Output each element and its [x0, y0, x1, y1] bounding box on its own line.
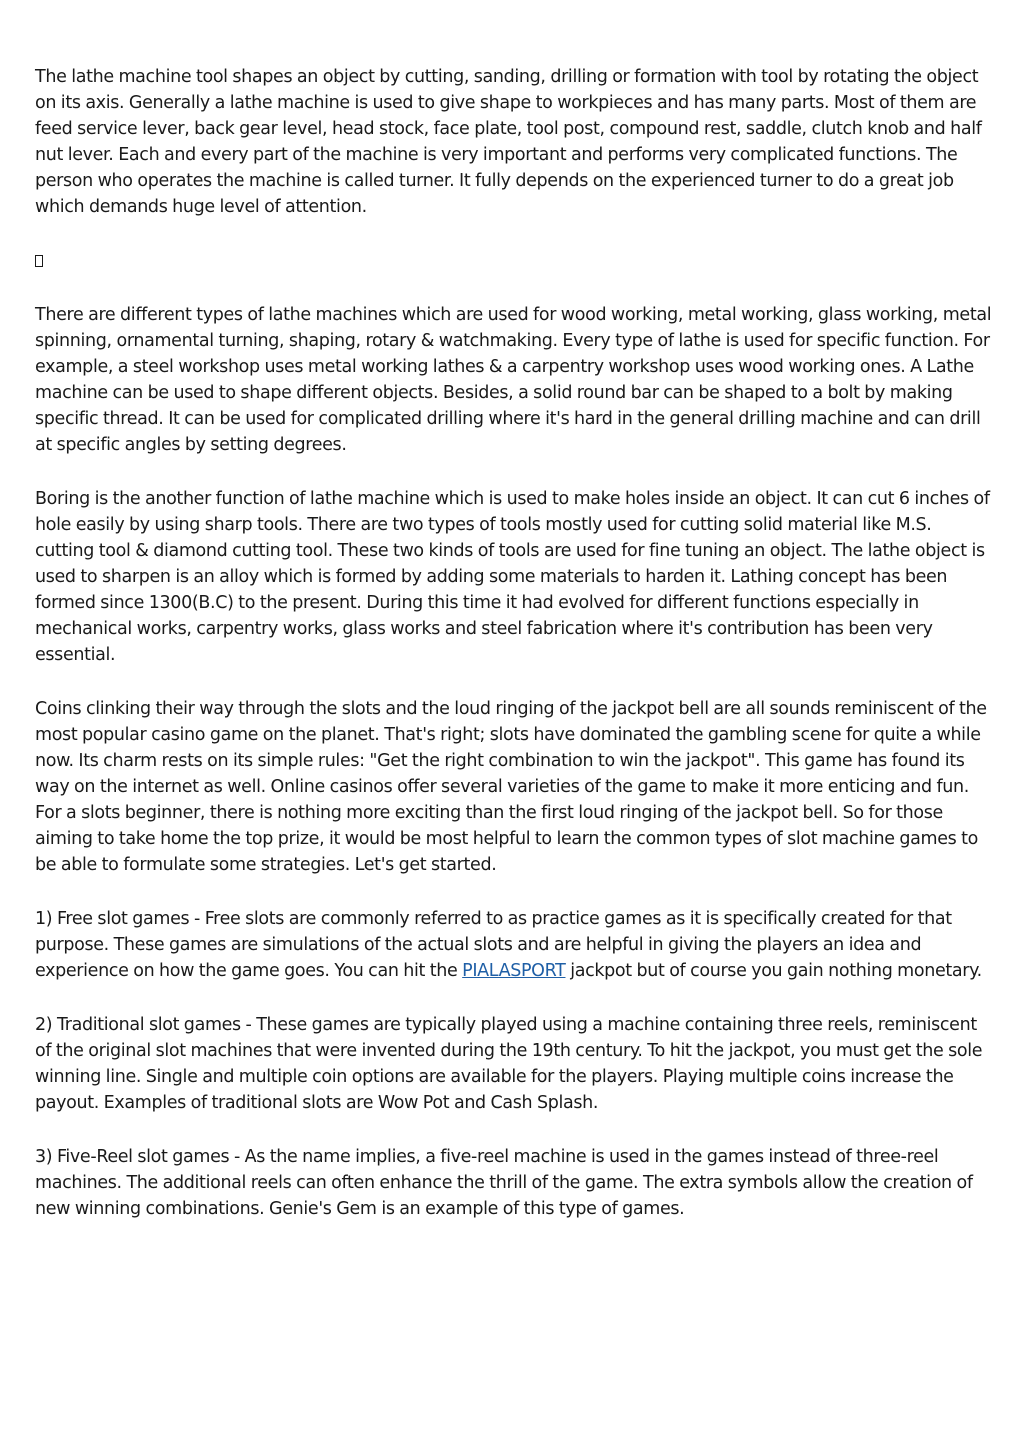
- document-body: [35, 64, 995, 1250]
- paragraph-lathe-intro: The lathe machine tool shapes an object by cutting, sanding, drilling or formation with tool by rotating the object on its axis. Generally a lathe machine is used to give shape to workpieces and has many parts. Most of them are feed service lever, back gear level, head stock, face plate, tool post, compound rest, saddle, clutch knob and half nut lever. Each and every part of the machine is very important and performs very complicated functions. The person who operates the machine is called turner. It fully depends on the experienced turner to do a great job which demands huge level of attention.: [35, 67, 982, 217]
- free-slots-text-after: jackpot but of course you gain nothing monetary.: [565, 961, 982, 981]
- free-slots-text-before: 1) Free slot games - Free slots are commonly referred to as practice games as it is specifically created for that purpose. These games are simulations of the actual slots and are helpful in giving the players an idea and experience on how the game goes. You can hit the: [35, 909, 952, 981]
- paragraph-free-slots: [35, 906, 995, 984]
- paragraph-five-reel-slots: 3) Five-Reel slot games - As the name implies, a five-reel machine is used in the games instead of three-reel machines. The additional reels can often enhance the thrill of the game. The extra symbols allow the creation of new winning combinations. Genie's Gem is an example of this type of games.: [35, 1147, 973, 1219]
- pialasport-link[interactable]: PIALASPORT: [462, 961, 566, 981]
- paragraph-traditional-slots: 2) Traditional slot games - These games are typically played using a machine containing three reels, reminiscent of the original slot machines that were invented during the 19th century. To hit the jackpot, you must get the sole winning line. Single and multiple coin options are available for the players. Playing multiple coins increase the payout. Examples of traditional slots are Wow Pot and Cash Splash.: [35, 1015, 983, 1113]
- missing-glyph-icon: [35, 248, 995, 274]
- paragraph-slots-intro: Coins clinking their way through the slots and the loud ringing of the jackpot bell are all sounds reminiscent of the most popular casino game on the planet. That's right; slots have dominated the gambling scene for quite a while now. Its charm rests on its simple rules: "Get the right combination to win the jackpot". This game has found its way on the internet as well. Online casinos offer several varieties of the game to make it more enticing and fun. For a slots beginner, there is nothing more exciting than the first loud ringing of the jackpot bell. So for those aiming to take home the top prize, it would be most helpful to learn the common types of slot machine games to be able to formulate some strategies. Let's get started.: [35, 699, 987, 875]
- paragraph-lathe-types: There are different types of lathe machines which are used for wood working, metal working, glass working, metal spinning, ornamental turning, shaping, rotary & watchmaking. Every type of lathe is used for specific function. For example, a steel workshop uses metal working lathes & a carpentry workshop uses wood working ones. A Lathe machine can be used to shape different objects. Besides, a solid round bar can be shaped to a bolt by making specific thread. It can be used for complicated drilling where it's hard in the general drilling machine and can drill at specific angles by setting degrees.: [35, 305, 992, 455]
- replacement-box-icon: [35, 255, 43, 267]
- paragraph-boring: Boring is the another function of lathe machine which is used to make holes inside an object. It can cut 6 inches of hole easily by using sharp tools. There are two types of tools mostly used for cutting solid material like M.S. cutting tool & diamond cutting tool. These two kinds of tools are used for fine tuning an object. The lathe object is used to sharpen is an alloy which is formed by adding some materials to harden it. Lathing concept has been formed since 1300(B.C) to the present. During this time it had evolved for different functions especially in mechanical works, carpentry works, glass works and steel fabrication where it's contribution has been very essential.: [35, 489, 990, 665]
